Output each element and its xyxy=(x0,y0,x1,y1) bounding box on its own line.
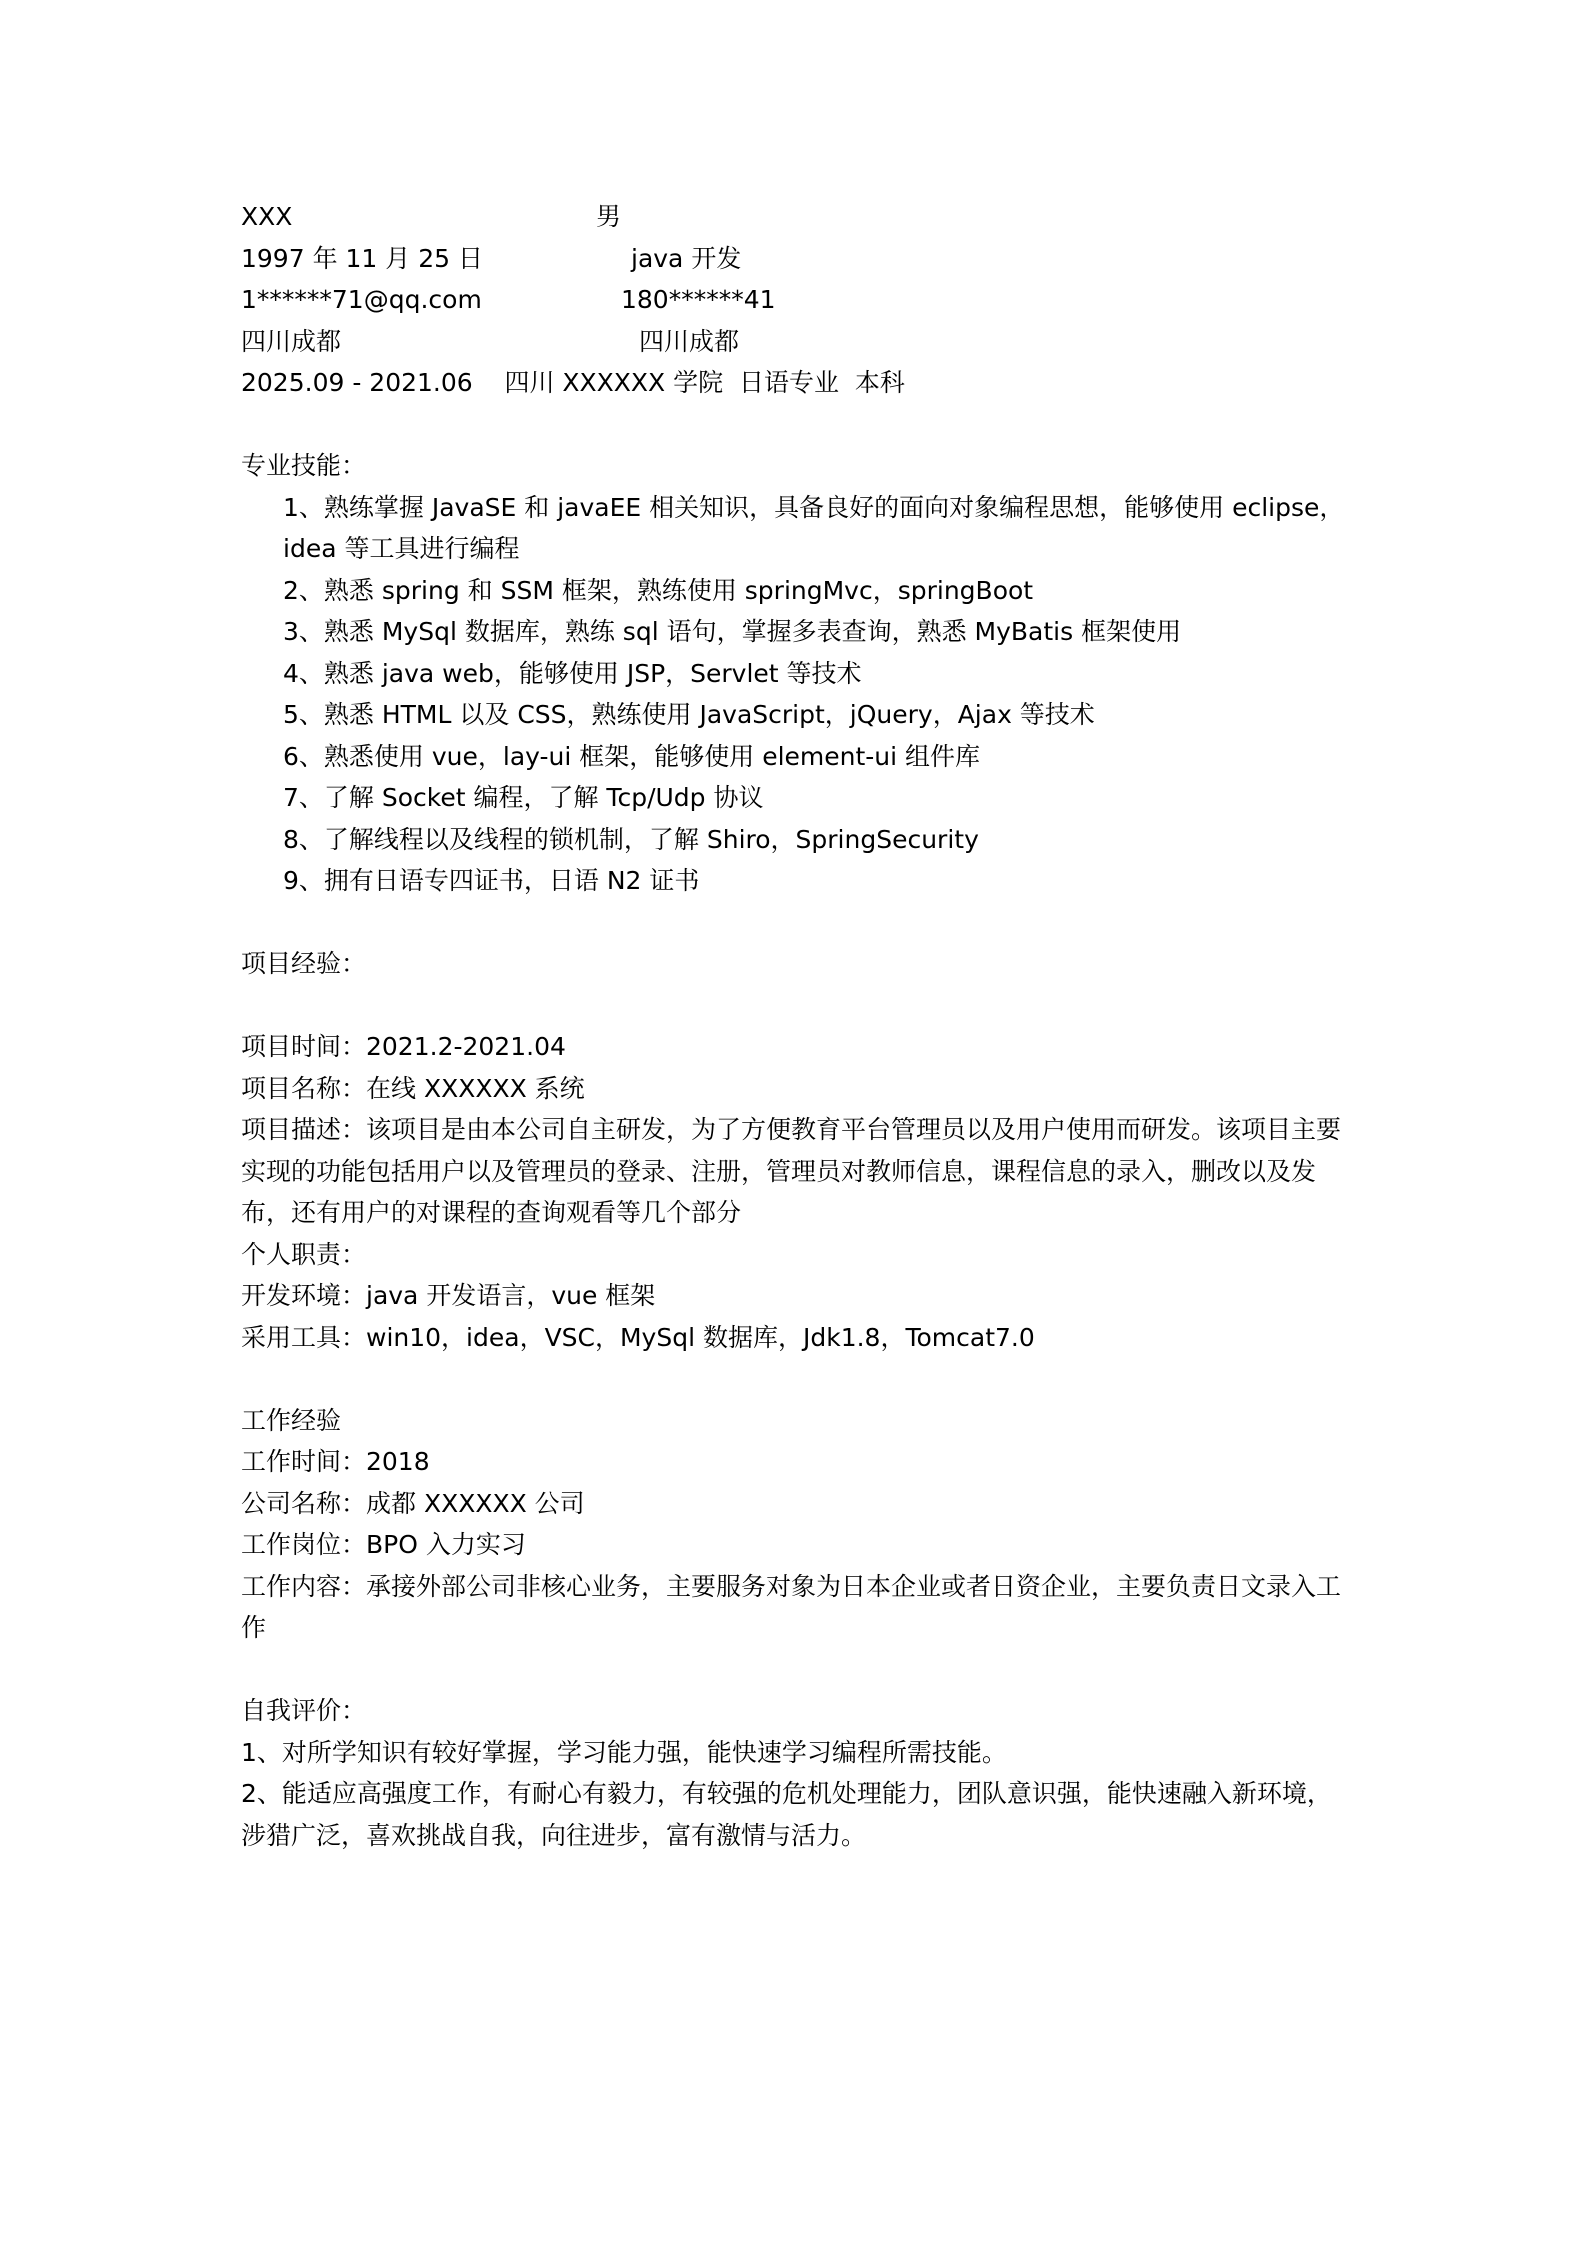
project-heading: 项目经验： xyxy=(241,949,367,978)
name-gender-row xyxy=(241,196,1351,238)
spacer xyxy=(241,404,1351,446)
skill-item: 8、了解线程以及线程的锁机制，了解 Shiro，SpringSecurity xyxy=(283,824,979,854)
skill-item: 1、熟练掌握 JavaSE 和 javaEE 相关知识，具备良好的面向对象编程思想，能够使用 eclipse，idea 等工具进行编程 xyxy=(283,492,1345,563)
residence-text: 四川成都 xyxy=(241,326,342,356)
spacer xyxy=(241,985,1351,1027)
project-time: 项目时间：2021.2-2021.04 xyxy=(241,1032,566,1061)
project-tools: 采用工具：win10，idea，VSC，MySql 数据库，Jdk1.8，Tomcat7.0 xyxy=(241,1322,1035,1352)
work-company: 公司名称：成都 XXXXXX 公司 xyxy=(241,1488,585,1518)
skill-item: 4、熟悉 java web，能够使用 JSP，Servlet 等技术 xyxy=(283,658,862,688)
skills-heading: 专业技能： xyxy=(241,451,367,480)
email-text: 1******71@qq.com xyxy=(241,285,482,314)
education-line: 2025.09 - 2021.06 四川 XXXXXX 学院 日语专业 本科 xyxy=(241,368,905,397)
project-env: 开发环境：java 开发语言，vue 框架 xyxy=(241,1281,656,1310)
birth-text: 1997 年 11 月 25 日 xyxy=(241,243,483,273)
birth-position-row xyxy=(241,238,1351,280)
skill-item: 3、熟悉 MySql 数据库，熟练 sql 语句，掌握多表查询，熟悉 MyBatis 框架使用 xyxy=(283,617,1182,646)
skills-list xyxy=(241,487,1351,902)
email-phone-row xyxy=(241,279,1351,321)
work-heading: 工作经验 xyxy=(241,1405,342,1435)
skill-item: 7、了解 Socket 编程，了解 Tcp/Udp 协议 xyxy=(283,783,764,812)
skill-item: 5、熟悉 HTML 以及 CSS，熟练使用 JavaScript，jQuery，Ajax 等技术 xyxy=(283,700,1095,729)
spacer xyxy=(241,1649,1351,1691)
position-text: java 开发 xyxy=(631,243,742,273)
name-text: XXX xyxy=(241,202,293,231)
evaluation-heading: 自我评价： xyxy=(241,1696,367,1725)
project-duty: 个人职责： xyxy=(241,1239,367,1269)
spacer xyxy=(241,1358,1351,1400)
residence-hometown-row xyxy=(241,321,1351,363)
spacer xyxy=(241,902,1351,944)
project-description: 项目描述：该项目是由本公司自主研发，为了方便教育平台管理员以及用户使用而研发。该项目主要实现的功能包括用户以及管理员的登录、注册，管理员对教师信息，课程信息的录入，删改以及发布，还有用户的对课程的查询观看等几个部分 xyxy=(241,1115,1342,1227)
project-name: 项目名称：在线 XXXXXX 系统 xyxy=(241,1073,585,1103)
work-content: 工作内容：承接外部公司非核心业务，主要服务对象为日本企业或者日资企业，主要负责日文录入工作 xyxy=(241,1571,1342,1642)
skill-item: 2、熟悉 spring 和 SSM 框架，熟练使用 springMvc，springBoot xyxy=(283,575,1034,605)
work-post: 工作岗位：BPO 入力实习 xyxy=(241,1530,526,1559)
work-time: 工作时间：2018 xyxy=(241,1447,430,1476)
skill-item: 6、熟悉使用 vue，lay-ui 框架，能够使用 element-ui 组件库 xyxy=(283,741,981,771)
skill-item: 9、拥有日语专四证书，日语 N2 证书 xyxy=(283,866,700,895)
evaluation-item: 1、对所学知识有较好掌握，学习能力强，能快速学习编程所需技能。 xyxy=(241,1737,1007,1767)
resume-content xyxy=(241,196,1351,1856)
gender-text: 男 xyxy=(596,202,622,231)
evaluation-item: 2、能适应高强度工作，有耐心有毅力，有较强的危机处理能力，团队意识强，能快速融入新环境，涉猎广泛，喜欢挑战自我，向往进步，富有激情与活力。 xyxy=(241,1779,1332,1850)
hometown-text: 四川成都 xyxy=(639,326,740,356)
phone-text: 180******41 xyxy=(621,285,776,314)
